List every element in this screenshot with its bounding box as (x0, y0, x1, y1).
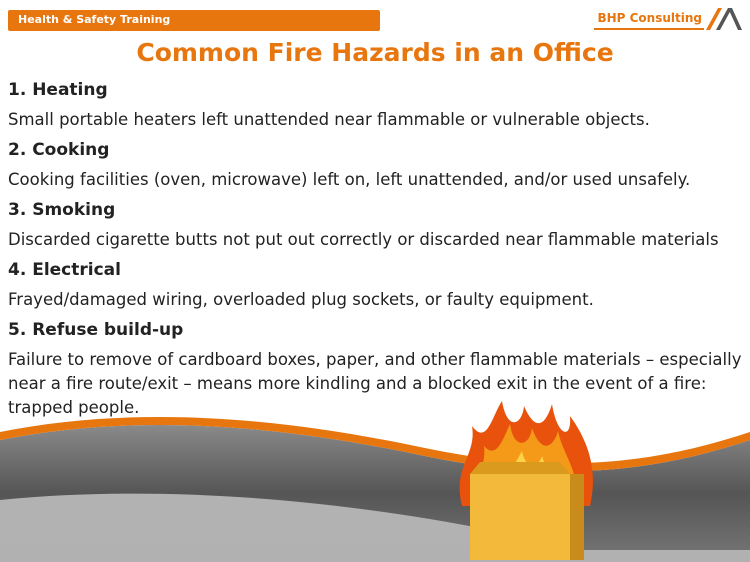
hazard-description: Failure to remove of cardboard boxes, paper, and other flammable materials – especially near a fire route/exit – means more kindling and a blocked exit in the event of a fire: trapped people. (8, 350, 742, 417)
hazard-list (8, 78, 748, 420)
hazard-description: Cooking facilities (oven, microwave) left on, left unattended, and/or used unsafely. (8, 170, 691, 189)
logo-underline (594, 28, 704, 30)
bottom-wave-decoration (0, 400, 750, 562)
header-bar (8, 10, 380, 31)
hazard-description: Small portable heaters left unattended near flammable or vulnerable objects. (8, 110, 650, 129)
header-label: Health & Safety Training (18, 13, 171, 26)
logo-text: BHP Consulting (597, 11, 702, 25)
page-title: Common Fire Hazards in an Office (136, 38, 614, 67)
hazard-heading: 5. Refuse build-up (8, 320, 184, 340)
hazard-description: Discarded cigarette butts not put out correctly or discarded near flammable materials (8, 230, 719, 249)
hazard-heading: 1. Heating (8, 80, 108, 100)
hazard-description: Frayed/damaged wiring, overloaded plug sockets, or faulty equipment. (8, 290, 594, 309)
hazard-heading: 4. Electrical (8, 260, 121, 280)
company-logo (594, 6, 744, 32)
bhp-logo-icon (704, 6, 744, 32)
hazard-heading: 2. Cooking (8, 140, 110, 160)
hazard-heading: 3. Smoking (8, 200, 116, 220)
burning-box-icon (452, 396, 602, 562)
